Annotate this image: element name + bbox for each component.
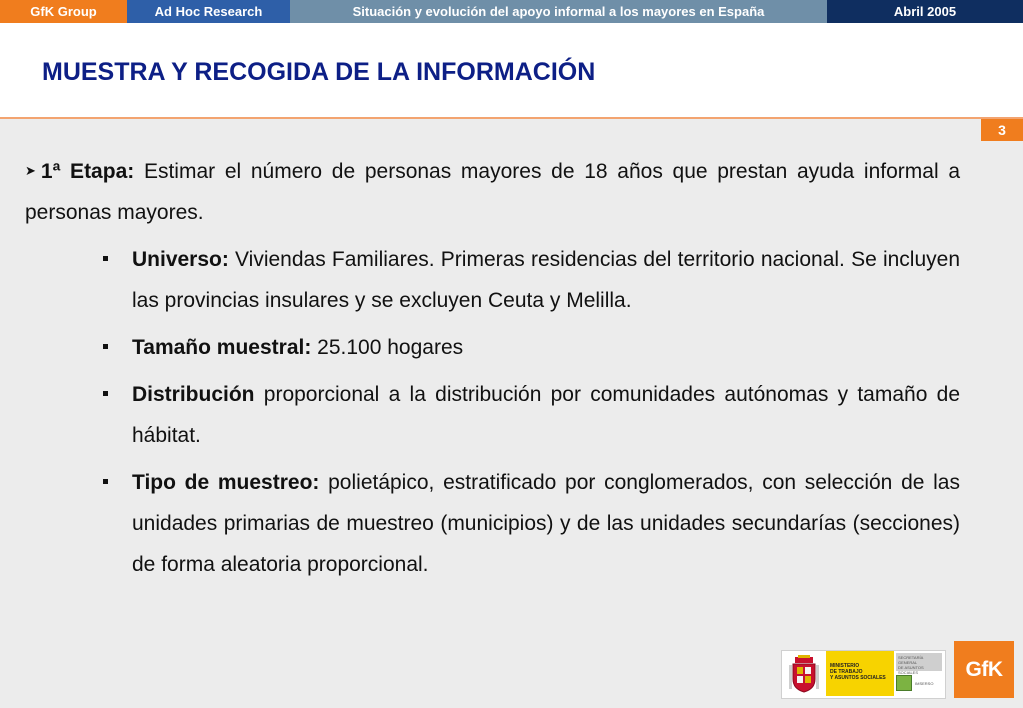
slide-header (0, 23, 1023, 119)
square-bullet-icon (103, 256, 108, 261)
slide-content (25, 150, 960, 591)
arrow-bullet-icon: ➤ (25, 163, 36, 178)
intro-paragraph (25, 150, 960, 233)
bullet-label: Tamaño muestral: (132, 336, 312, 359)
bullet-label: Distribución (132, 383, 255, 406)
intro-text: Estimar el número de personas mayores de 18 años que prestan ayuda informal a personas mayores. (25, 160, 960, 224)
bullet-label: Universo: (132, 248, 229, 271)
study-title: Situación y evolución del apoyo informal a los mayores en España (290, 0, 827, 23)
ministry-logos (781, 650, 946, 699)
page-title: MUESTRA Y RECOGIDA DE LA INFORMACIÓN (42, 58, 596, 86)
gfk-logo: GfK (954, 641, 1014, 698)
top-bar (0, 0, 1023, 23)
list-item-tamano (132, 327, 960, 368)
square-bullet-icon (103, 344, 108, 349)
bullet-text: Viviendas Familiares. Primeras residencias del territorio nacional. Se incluyen las provincias insulares y se excluyen Ceuta y Melilla. (132, 248, 960, 312)
list-item-universo (132, 239, 960, 321)
imserso-icon (896, 675, 912, 691)
detail-list (25, 239, 960, 585)
square-bullet-icon (103, 391, 108, 396)
bullet-text: 25.100 hogares (311, 336, 464, 359)
bullet-label: Tipo de muestreo: (132, 471, 320, 494)
imserso-label: IMSERSO (915, 680, 934, 686)
list-item-tipo-muestreo (132, 462, 960, 585)
square-bullet-icon (103, 479, 108, 484)
ministry-label: MINISTERIO DE TRABAJO Y ASUNTOS SOCIALES (826, 651, 894, 696)
list-item-distribucion (132, 374, 960, 456)
page-number: 3 (981, 119, 1023, 141)
intro-label: 1ª Etapa: (40, 160, 135, 183)
coat-of-arms-icon (782, 651, 826, 696)
ad-hoc-research-label: Ad Hoc Research (127, 0, 290, 23)
date-label: Abril 2005 (827, 0, 1023, 23)
bullet-text: polietápico, estratificado por conglomerados, con selección de las unidades primarias de muestreo (municipios) y de las unidades secundarías (secciones) de forma aleatoria proporcional. (132, 471, 960, 576)
secretaria-logo: SECRETARÍA GENERAL DE ASUNTOS SOCIALES IMSERSO (894, 651, 944, 696)
bullet-text: proporcional a la distribución por comunidades autónomas y tamaño de hábitat. (132, 383, 960, 447)
gfk-group-label: GfK Group (0, 0, 127, 23)
